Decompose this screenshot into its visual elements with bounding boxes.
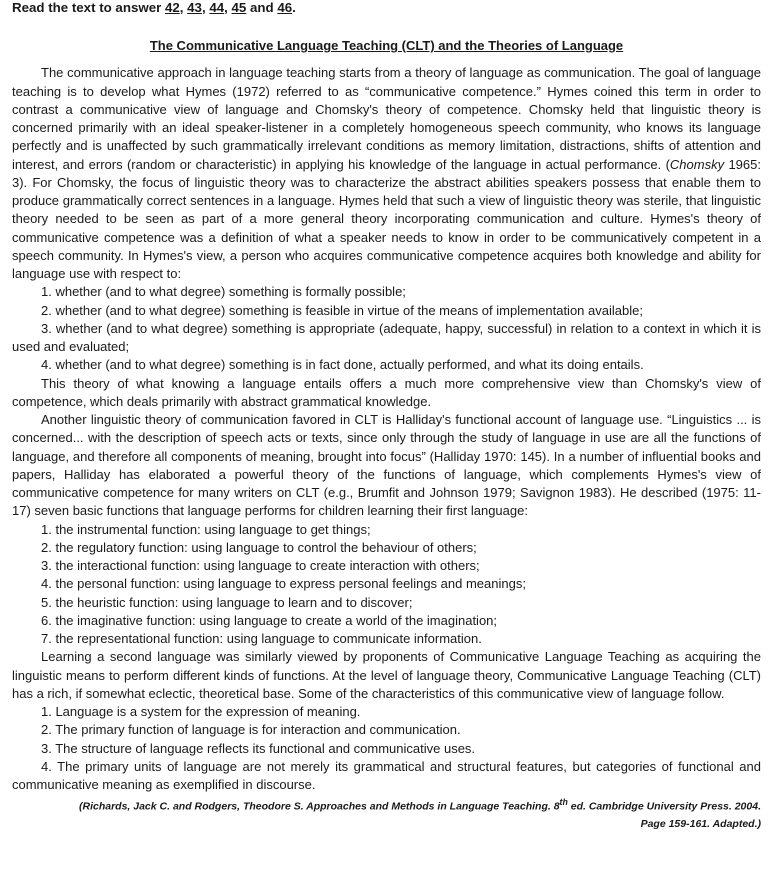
paragraph-3: Another linguistic theory of communication favored in CLT is Halliday's functional account of language use. “Linguistics ... is concerned... with the description of speech acts or texts, since only through the study of language in use are all the functions of language, and therefore all components of meaning, brought into focus” (Halliday 1970: 145). In a number of influential books and papers, Halliday has elaborated a powerful theory of the functions of language, which complements Hymes's view of communicative competence for many writers on CLT (e.g., Brumfit and Johnson 1979; Savignon 1983). He described (1975: 11-17) seven basic functions that language performs for children learning their first language: — [12, 412, 761, 519]
list-item: 4. the personal function: using language to express personal feelings and meanings; — [41, 576, 526, 592]
halliday-functions-list — [12, 521, 761, 649]
question-ref-46: 46 — [277, 0, 293, 15]
paragraph-4: Learning a second language was similarly viewed by proponents of Communicative Language Teaching as acquiring the linguistic means to perform different kinds of functions. At the level of language theory, Communicative Language Teaching (CLT) has a rich, if somewhat eclectic, theoretical base. Some of the characteristics of this communicative view of language follow. — [12, 649, 761, 701]
question-ref-42: 42 — [164, 0, 180, 15]
list-item: 2. The primary function of language is for interaction and communication. — [41, 722, 461, 738]
instruction-prefix: Read the text to answer — [12, 0, 165, 15]
list-item: 1. Language is a system for the expression of meaning. — [41, 704, 361, 719]
list-item: 5. the heuristic function: using language to learn and to discover; — [41, 594, 413, 610]
list-item: 4. The primary units of language are not merely its grammatical and structural features, but categories of functional and communicative meaning as exemplified in discourse. — [12, 758, 761, 792]
list-item: 7. the representational function: using language to communicate information. — [41, 631, 482, 646]
text-title: The Communicative Language Teaching (CLT) and the Theories of Language — [149, 38, 624, 53]
source-citation — [12, 794, 761, 833]
list-item: 2. whether (and to what degree) something is feasible in virtue of the means of implementation available; — [41, 302, 643, 318]
italic-author: Chomsky — [669, 156, 725, 172]
list-item: 2. the regulatory function: using language to control the behaviour of others; — [41, 539, 477, 555]
list-item: 6. the imaginative function: using language to create a world of the imagination; — [41, 612, 498, 628]
paragraph-1: The communicative approach in language teaching starts from a theory of language as communication. The goal of language teaching is to develop what Hymes (1972) referred to as “communicative competence.” Hymes coined this term in order to contrast a communicative view of language and Chomsky's theory of competence. Chomsky held that linguistic theory is concerned primarily with an ideal speaker-listener in a completely homogeneous speech community, who knows its language perfectly and is unaffected by such grammatically irrelevant conditions as memory limitation, distractions, shifts of attention and interest, and errors (random or characteristic) in applying his knowledge of the language in actual performance. (Chomsky 1965: 3). For Chomsky, the focus of linguistic theory was to characterize the abstract abilities speakers possess that enable them to produce grammatically correct sentences in a language. Hymes held that such a view of linguistic theory was sterile, that linguistic theory needed to be seen as part of a more general theory incorporating communication and culture. Hymes's theory of communicative competence was a definition of what a speaker needs to know in order to be communicatively competent in a speech community. In Hymes's view, a person who acquires communicative competence acquires both knowledge and ability for language use with respect to: — [12, 65, 761, 281]
list-item: 1. whether (and to what degree) something is formally possible; — [41, 284, 406, 300]
list-item: 3. the interactional function: using language to create interaction with others; — [41, 558, 480, 573]
instruction-line: Read the text to answer 42, 43, 44, 45 and 46. — [12, 0, 296, 15]
characteristics-list — [12, 703, 761, 794]
citation-line-2: Page 159-161. Adapted.) — [640, 817, 761, 830]
list-item: 3. whether (and to what degree) something is appropriate (adequate, happy, successful) in relation to a context in which it is used and evaluated; — [12, 320, 761, 354]
hymes-list — [12, 283, 761, 374]
list-item: 1. the instrumental function: using language to get things; — [41, 521, 371, 537]
question-ref-45: 45 — [231, 0, 247, 15]
list-item: 4. whether (and to what degree) something is in fact done, actually performed, and what its doing entails. — [41, 357, 644, 373]
question-ref-43: 43 — [187, 0, 202, 15]
question-ref-44: 44 — [209, 0, 225, 15]
paragraph-2: This theory of what knowing a language entails offers a much more comprehensive view than Chomsky's view of competence, which deals primarily with abstract grammatical knowledge. — [12, 375, 761, 409]
list-item: 3. The structure of language reflects its functional and communicative uses. — [41, 740, 476, 756]
citation-line-1: (Richards, Jack C. and Rodgers, Theodore S. Approaches and Methods in Language Teaching. 8th ed. Cambridge University Press. 2004. — [78, 797, 761, 813]
